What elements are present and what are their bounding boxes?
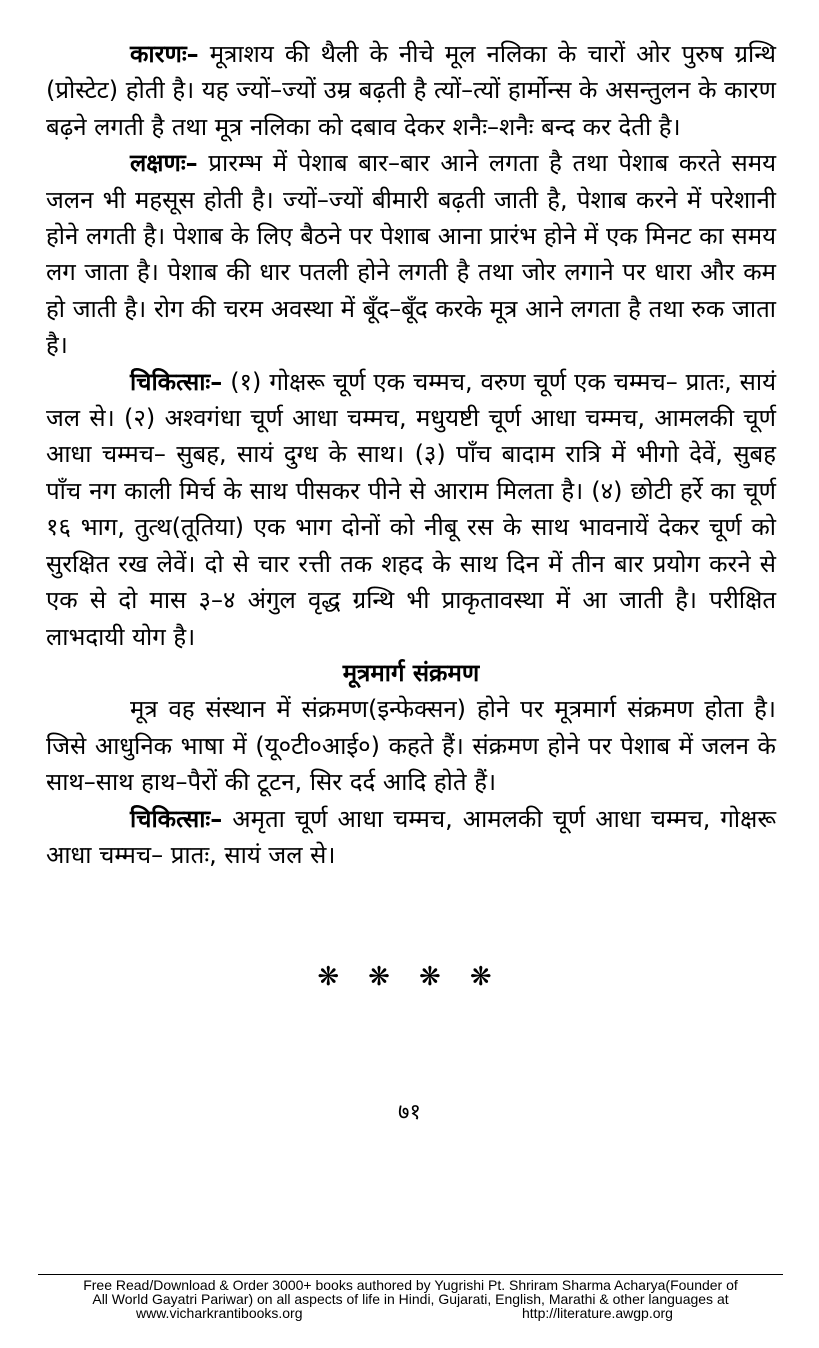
footer <box>38 1278 783 1321</box>
symptoms-paragraph <box>46 145 776 363</box>
section-treatment-text: अमृता चूर्ण आधा चम्मच, आमलकी चूर्ण आधा चम्मच, गोक्षरू आधा चम्मच– प्रातः, सायं जल से। <box>46 804 776 869</box>
cause-label: कारणः– <box>130 40 199 68</box>
cause-paragraph <box>46 36 776 145</box>
footer-link-awgp[interactable]: http://literature.awgp.org <box>522 1305 673 1321</box>
treatment-label: चिकित्साः– <box>130 367 223 396</box>
footer-divider <box>38 1274 783 1275</box>
symptoms-label: लक्षणः– <box>130 149 198 178</box>
footer-line-1: Free Read/Download & Order 3000+ books authored by Yugrishi Pt. Shriram Sharma Acharya(Founder of <box>83 1277 738 1293</box>
footer-link-vicharkranti[interactable]: www.vicharkrantibooks.org <box>136 1305 303 1321</box>
symptoms-text: प्रारम्भ में पेशाब बार–बार आने लगता है तथा पेशाब करते समय जलन भी महसूस होती है। ज्यों–ज्यों बीमारी बढ़ती जाती है, पेशाब करने में परेशानी होने लगती है। पेशाब के लिए बैठने पर पेशाब आना प्रारंभ होने में एक मिनट का समय लग जाता है। पेशाब की धार पतली होने लगती है तथा जोर लगाने पर धारा और कम हो जाती है। रोग की चरम अवस्था में बूँद–बूँद करके मूत्र आने लगता है तथा रुक जाता है। <box>46 149 776 360</box>
section-intro: मूत्र वह संस्थान में संक्रमण(इन्फेक्सन) होने पर मूत्रमार्ग संक्रमण होता है। जिसे आधुनिक भाषा में (यू०टी०आई०) कहते हैं। संक्रमण होने पर पेशाब में जलन के साथ–साथ हाथ–पैरों की टूटन, सिर दर्द आदि होते हैं। <box>46 695 776 797</box>
ornament-divider: ❋ ❋ ❋ ❋ <box>317 962 502 992</box>
footer-links <box>38 1306 783 1321</box>
treatment-paragraph <box>46 364 776 655</box>
section-treatment-label: चिकित्साः– <box>130 804 223 833</box>
page-body <box>46 36 776 873</box>
section-treatment-paragraph <box>46 801 776 874</box>
section-heading: मूत्रमार्ग संक्रमण <box>342 658 480 687</box>
treatment-text: (१) गोक्षरू चूर्ण एक चम्मच, वरुण चूर्ण एक चम्मच– प्रातः, सायं जल से। (२) अश्वगंधा चूर्ण आधा चम्मच, मधुयष्टी चूर्ण आधा चम्मच, आमलकी चूर्ण आधा चम्मच– सुबह, सायं दुग्ध के साथ। (३) पाँच बादाम रात्रि में भीगो देवें, सुबह पाँच नग काली मिर्च के साथ पीसकर पीने से आराम मिलता है। (४) छोटी हर्रे का चूर्ण १६ भाग, तुत्थ(तूतिया) एक भाग दोनों को नीबू रस के साथ भावनायें देकर चूर्ण को सुरक्षित रख लेवें। दो से चार रत्ती तक शहद के साथ दिन में तीन बार प्रयोग करने से एक से दो मास ३–४ अंगुल वृद्ध ग्रन्थि भी प्राकृतावस्था में आ जाती है। परीक्षित लाभदायी योग है। <box>46 367 776 651</box>
page-number: ७१ <box>398 1100 421 1125</box>
footer-line-2: All World Gayatri Pariwar) on all aspects of life in Hindi, Gujarati, English, Marathi & other languages at <box>92 1291 729 1307</box>
cause-text: मूत्राशय की थैली के नीचे मूल नलिका के चारों ओर पुरुष ग्रन्थि (प्रोस्टेट) होती है। यह ज्यों–ज्यों उम्र बढ़ती है त्यों–त्यों हार्मोन्स के असन्तुलन के कारण बढ़ने लगती है तथा मूत्र नलिका को दबाव देकर शनैः–शनैः बन्द कर देती है। <box>46 40 776 141</box>
